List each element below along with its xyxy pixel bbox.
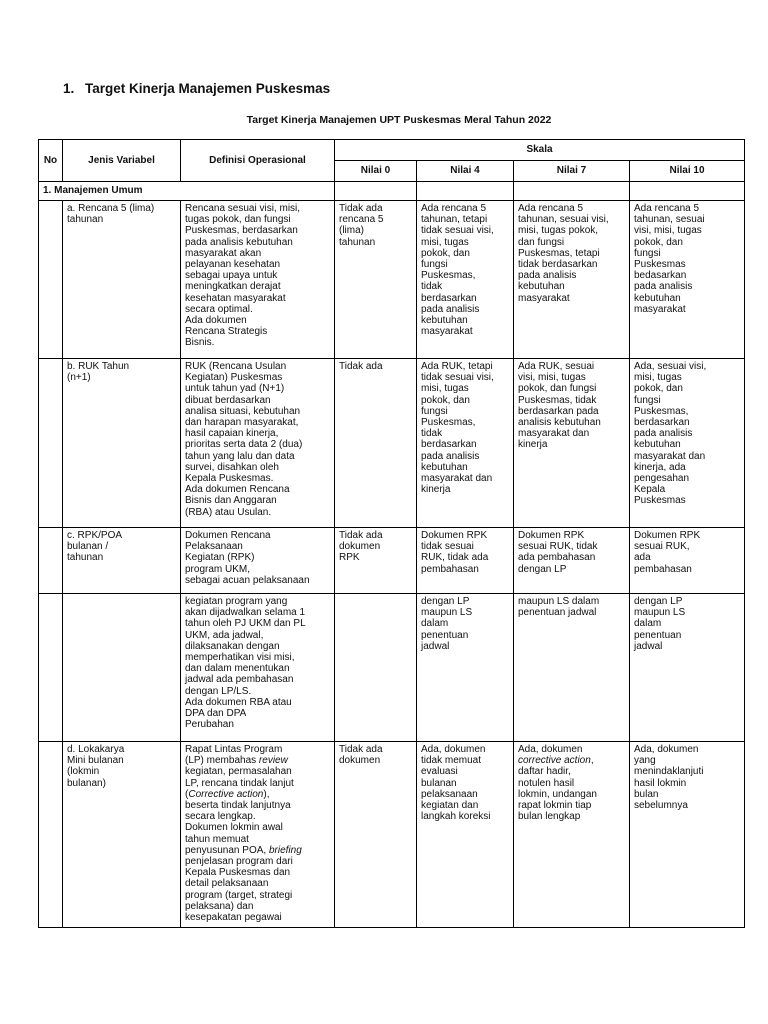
jenis-variabel-cell: b. RUK Tahun (n+1) xyxy=(63,359,181,528)
definisi-cell: kegiatan program yang akan dijadwalkan selama 1 tahun oleh PJ UKM dan PL UKM, ada jadwal, dilaksanakan dengan memperhatikan visi misi, dan dalam menentukan jadwal ada pembahasan dengan LP/LS. Ada dokumen RBA atau DPA dan DPA Perubahan xyxy=(181,594,335,742)
header-nilai-0: Nilai 0 xyxy=(335,161,417,182)
nilai-4-cell: Ada rencana 5 tahunan, tetapi tidak sesuai visi, misi, tugas pokok, dan fungsi Puskesmas, tidak berdasarkan pada analisis kebutuhan masyarakat xyxy=(417,201,514,359)
nilai-7-cell xyxy=(514,742,630,928)
nilai-10-cell: Ada, sesuai visi, misi, tugas pokok, dan fungsi Puskesmas, berdasarkan pada analisis kebutuhan masyarakat dan kinerja, ada pengesahan Kepala Puskesmas xyxy=(630,359,745,528)
group-label: 1. Manajemen Umum xyxy=(39,182,335,201)
nilai-0-cell: Tidak ada dokumen RPK xyxy=(335,528,417,594)
jenis-variabel-cell: c. RPK/POA bulanan / tahunan xyxy=(63,528,181,594)
header-nilai-4: Nilai 4 xyxy=(417,161,514,182)
nilai-4-cell: Ada, dokumen tidak memuat evaluasi bulanan pelaksanaan kegiatan dan langkah koreksi xyxy=(417,742,514,928)
table-cell xyxy=(39,201,63,359)
nilai-4-cell: Ada RUK, tetapi tidak sesuai visi, misi, tugas pokok, dan fungsi Puskesmas, tidak berdasarkan pada analisis kebutuhan masyarakat dan kinerja xyxy=(417,359,514,528)
table-row xyxy=(39,742,745,928)
nilai-7-cell: maupun LS dalam penentuan jadwal xyxy=(514,594,630,742)
header-definisi-operasional: Definisi Operasional xyxy=(181,140,335,182)
table-cell xyxy=(39,742,63,928)
jenis-variabel-cell: d. Lokakarya Mini bulanan (lokmin bulanan) xyxy=(63,742,181,928)
header-jenis-variabel: Jenis Variabel xyxy=(63,140,181,182)
table-row xyxy=(39,528,745,594)
table-cell xyxy=(39,528,63,594)
table-title: Target Kinerja Manajemen UPT Puskesmas Meral Tahun 2022 xyxy=(246,114,552,126)
definisi-text: Rapat Lintas Program (LP) membahas xyxy=(185,744,283,767)
nilai-10-cell: Ada rencana 5 tahunan, sesuai visi, misi, tugas pokok, dan fungsi Puskesmas bedasarkan pada analisis kebutuhan masyarakat xyxy=(630,201,745,359)
header-nilai-7: Nilai 7 xyxy=(514,161,630,182)
section-title: Target Kinerja Manajemen Puskesmas xyxy=(85,81,331,96)
header-no: No xyxy=(39,140,63,182)
table-cell xyxy=(417,182,514,201)
header-row-1 xyxy=(39,140,745,161)
definisi-cell: RUK (Rencana Usulan Kegiatan) Puskesmas untuk tahun yad (N+1) dibuat berdasarkan analisa situasi, kebutuhan dan harapan masyarakat, hasil capaian kinerja, prioritas serta data 2 (dua) tahun yang lalu dan data survei, disahkan oleh Kepala Puskesmas. Ada dokumen Rencana Bisnis dan Anggaran (RBA) atau Usulan. xyxy=(181,359,335,528)
definisi-italic-review: review xyxy=(258,755,288,767)
nilai-10-cell: Ada, dokumen yang menindaklanjuti hasil lokmin bulan sebelumnya xyxy=(630,742,745,928)
definisi-cell: Rencana sesuai visi, misi, tugas pokok, dan fungsi Puskesmas, berdasarkan pada analisis kebutuhan masyarakat akan pelayanan kesehatan sebagai upaya untuk meningkatkan derajat kesehatan masyarakat secara optimal. Ada dokumen Rencana Strategis Bisnis. xyxy=(181,201,335,359)
jenis-variabel-cell: a. Rencana 5 (lima) tahunan xyxy=(63,201,181,359)
nilai-10-cell: Dokumen RPK sesuai RUK, ada pembahasan xyxy=(630,528,745,594)
nilai-7-italic: corrective action xyxy=(518,755,591,767)
table-cell xyxy=(39,359,63,528)
table-cell xyxy=(335,182,417,201)
definisi-cell xyxy=(181,742,335,928)
nilai-4-cell: dengan LP maupun LS dalam penentuan jadwal xyxy=(417,594,514,742)
nilai-0-cell: Tidak ada dokumen xyxy=(335,742,417,928)
table-row xyxy=(39,201,745,359)
definisi-italic-corrective: Corrective action xyxy=(188,788,264,800)
nilai-0-cell: Tidak ada xyxy=(335,359,417,528)
nilai-7-cell: Ada RUK, sesuai visi, misi, tugas pokok, dan fungsi Puskesmas, tidak berdasarkan pada analisis kebutuhan masyarakat dan kinerja xyxy=(514,359,630,528)
nilai-10-cell: dengan LP maupun LS dalam penentuan jadwal xyxy=(630,594,745,742)
nilai-7-text: , daftar hadir, notulen hasil lokmin, undangan rapat lokmin tiap bulan lengkap xyxy=(518,755,597,823)
table-cell xyxy=(39,594,63,742)
table-row xyxy=(39,359,745,528)
nilai-7-cell: Dokumen RPK sesuai RUK, tidak ada pembahasan dengan LP xyxy=(514,528,630,594)
nilai-7-cell: Ada rencana 5 tahunan, sesuai visi, misi, tugas pokok, dan fungsi Puskesmas, tetapi tidak berdasarkan pada analisis kebutuhan masyarakat xyxy=(514,201,630,359)
header-skala: Skala xyxy=(335,140,745,161)
nilai-4-cell: Dokumen RPK tidak sesuai RUK, tidak ada pembahasan xyxy=(417,528,514,594)
target-kinerja-table xyxy=(38,139,745,928)
definisi-text: penjelasan program dari Kepala Puskesmas dan detail pelaksanaan program (target, strategi pelaksana) dan kesepakatan pegawai xyxy=(185,856,293,924)
table-cell xyxy=(630,182,745,201)
nilai-0-cell: Tidak ada rencana 5 (lima) tahunan xyxy=(335,201,417,359)
header-nilai-10: Nilai 10 xyxy=(630,161,745,182)
definisi-cell: Dokumen Rencana Pelaksanaan Kegiatan (RPK) program UKM, sebagai acuan pelaksanaan xyxy=(181,528,335,594)
section-number: 1. xyxy=(63,81,75,96)
jenis-variabel-cell xyxy=(63,594,181,742)
group-row xyxy=(39,182,745,201)
table-row xyxy=(39,594,745,742)
table-cell xyxy=(514,182,630,201)
section-heading xyxy=(63,81,330,96)
definisi-italic-briefing: briefing xyxy=(268,844,302,856)
nilai-0-cell xyxy=(335,594,417,742)
nilai-7-text: Ada, dokumen xyxy=(518,744,583,755)
definisi-text: kegiatan, permasalahan LP, rencana tindak lanjut ( xyxy=(185,766,294,800)
definisi-text: ), beserta tindak lanjutnya secara lengkap. Dokumen lokmin awal tahun memuat penyusunan POA, xyxy=(185,788,291,856)
